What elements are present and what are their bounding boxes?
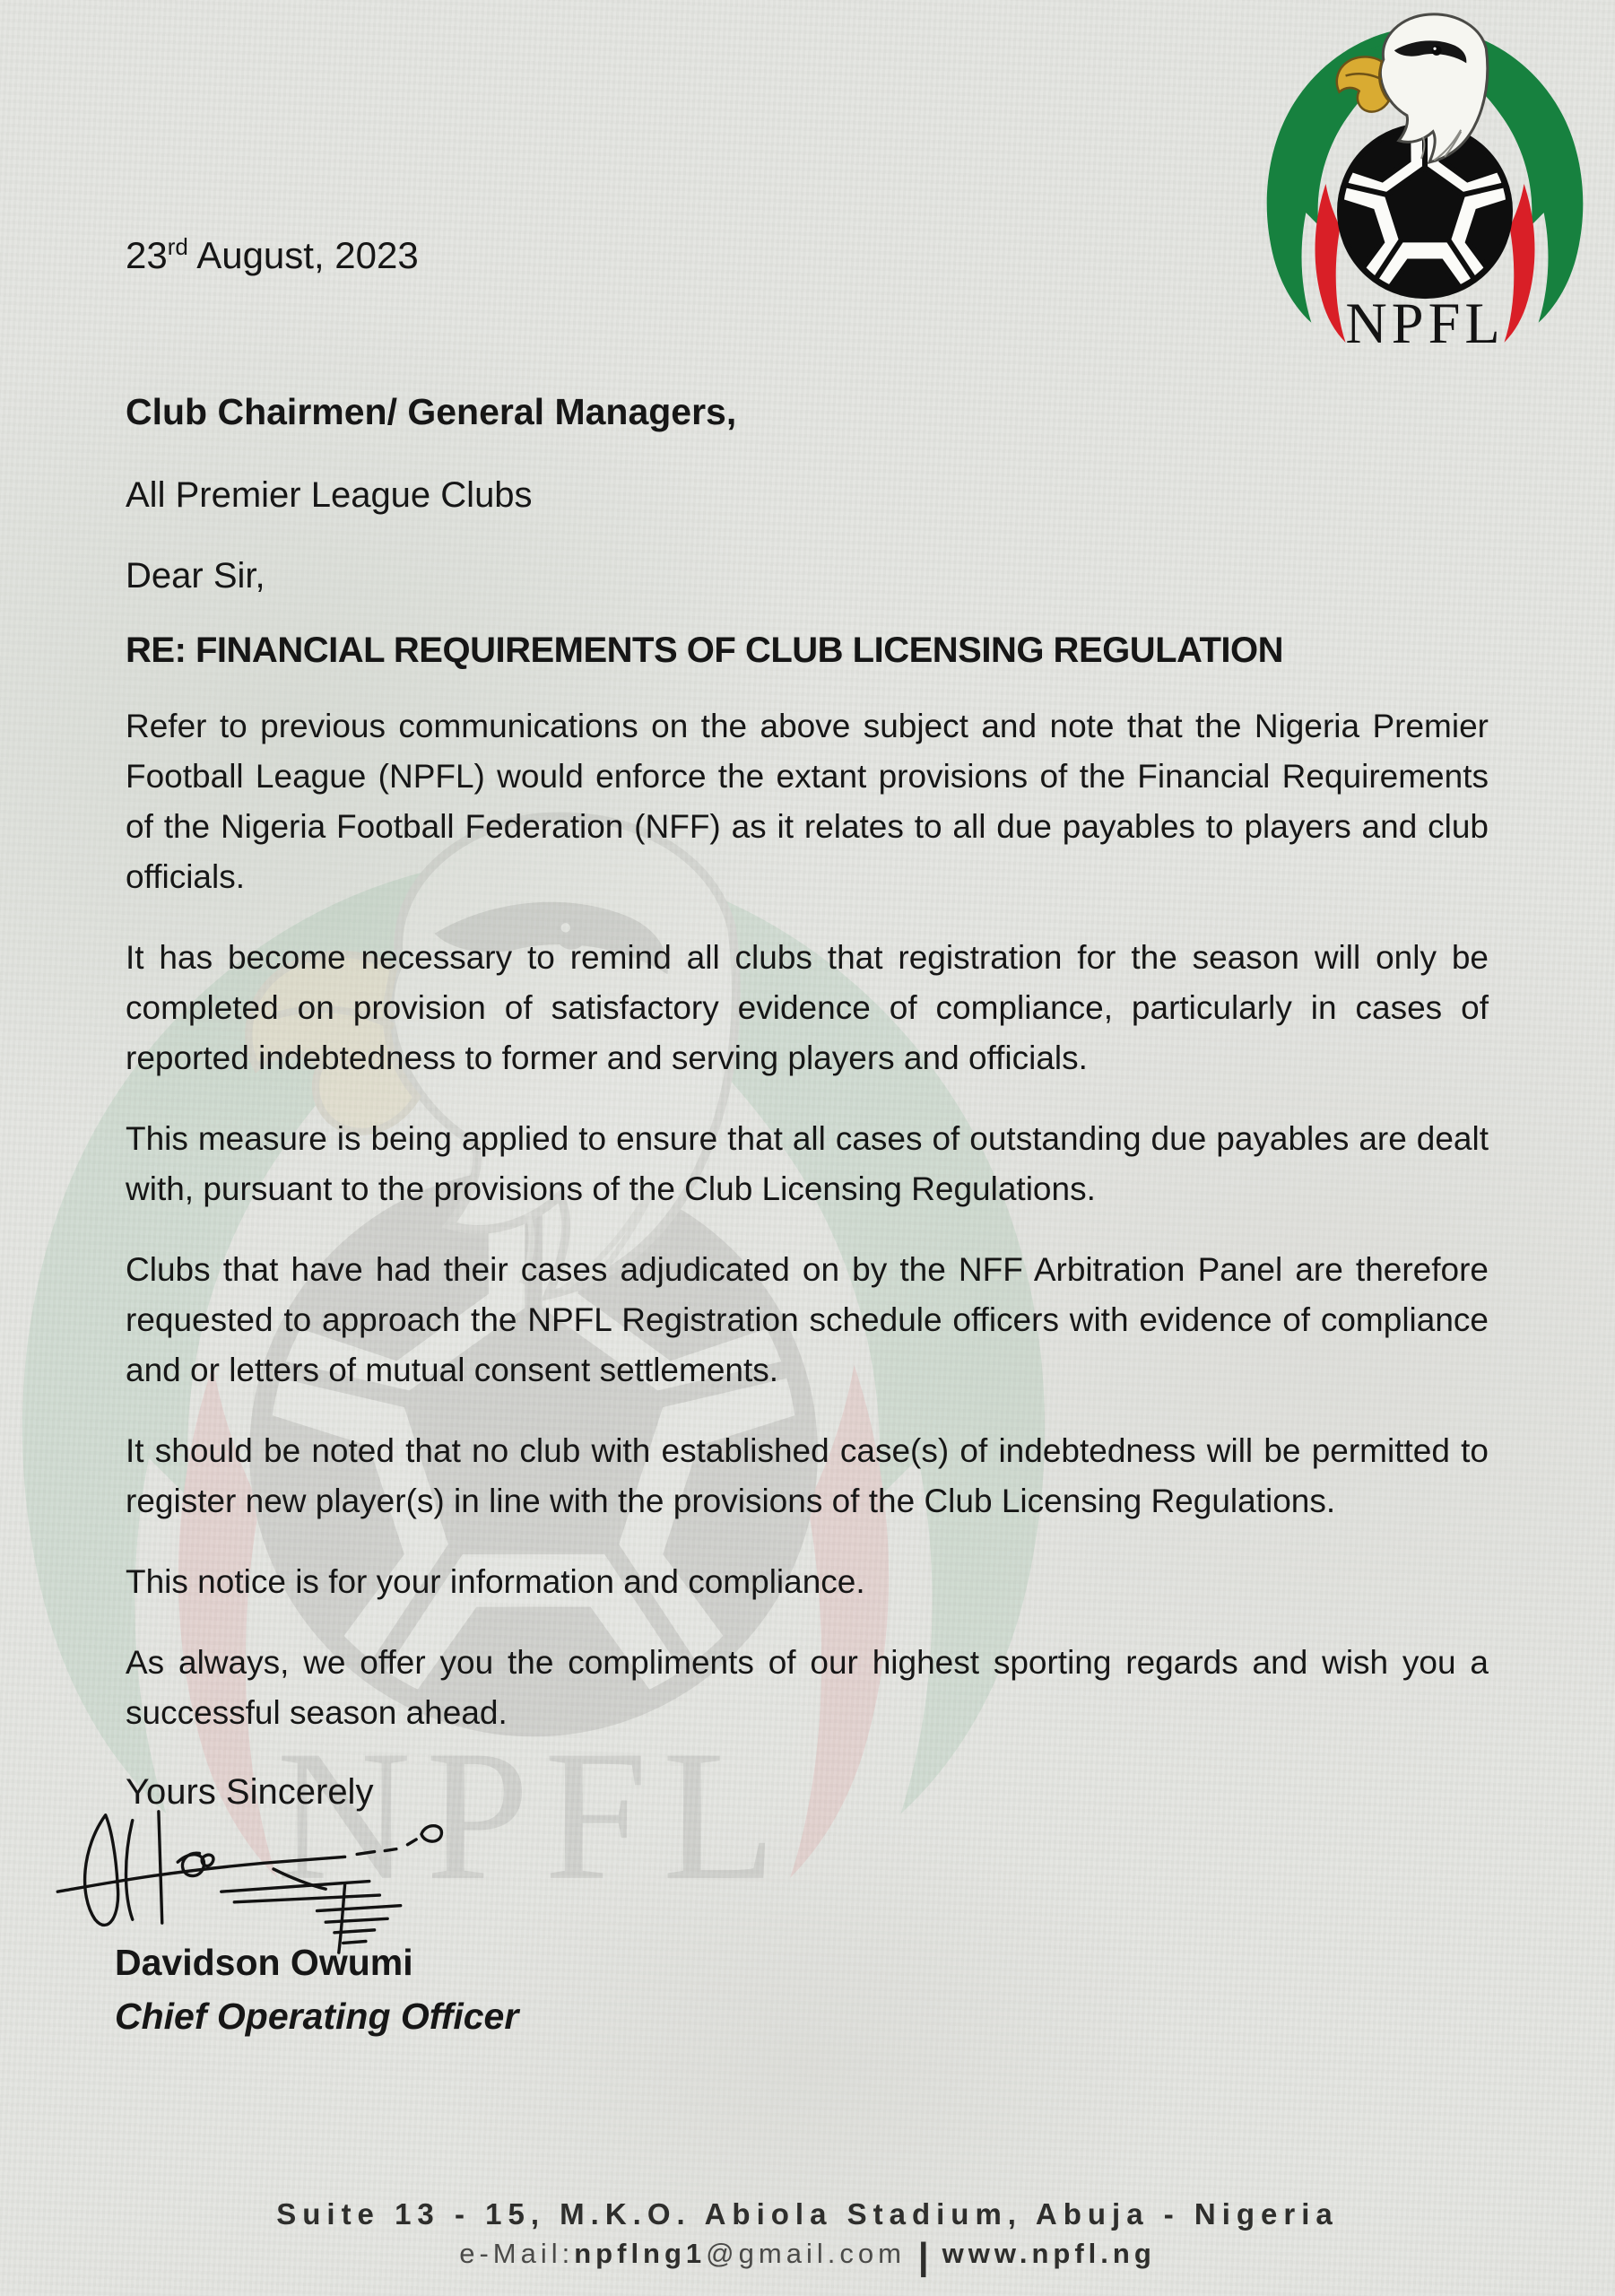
- footer-email-domain: @gmail.com: [706, 2238, 906, 2269]
- closing-line: Yours Sincerely: [126, 1772, 374, 1812]
- salutation: Dear Sir,: [126, 556, 265, 596]
- footer-email-label: e-Mail:: [459, 2238, 575, 2269]
- paragraph-4: Clubs that have had their cases adjudicated on by the NFF Arbitration Panel are therefore requested to approach the NPFL Registration schedule officers with evidence of compliance and or letters of mutual consent settlements.: [126, 1251, 1489, 1388]
- paragraph-3: This measure is being applied to ensure that all cases of outstanding due payables are dealt with, pursuant to the provisions of the Club Licensing Regulations.: [126, 1120, 1489, 1207]
- letter-footer: [0, 2196, 1615, 2277]
- footer-address: Suite 13 - 15, M.K.O. Abiola Stadium, Abuja - Nigeria: [276, 2197, 1339, 2231]
- footer-website: www.npfl.ng: [942, 2238, 1156, 2269]
- paragraph-6: This notice is for your information and compliance.: [126, 1563, 865, 1600]
- addressee-line1: Club Chairmen/ General Managers,: [126, 391, 737, 432]
- date-ordinal: rd: [167, 233, 188, 260]
- paragraph-1: Refer to previous communications on the above subject and note that the Nigeria Premier Football League (NPFL) would enforce the extant provisions of the Financial Requirements of the Nigeria Football Federation (NFF) as it relates to all due payables to players and club officials.: [126, 708, 1489, 895]
- addressee-line2: All Premier League Clubs: [126, 475, 533, 515]
- signatory-name: Davidson Owumi: [115, 1942, 413, 1983]
- signature-scribble: [49, 1808, 498, 1956]
- footer-contact: [0, 2235, 1615, 2277]
- footer-separator: |: [917, 2235, 933, 2277]
- signatory-title: Chief Operating Officer: [115, 1996, 519, 2037]
- subject-line: RE: FINANCIAL REQUIREMENTS OF CLUB LICENSING REGULATION: [126, 631, 1284, 670]
- paragraph-2: It has become necessary to remind all clubs that registration for the season will only be completed on provision of satisfactory evidence of compliance, particularly in cases of reported indebtedness to former and serving players and officials.: [126, 939, 1489, 1076]
- letter-date: 23rd August, 2023: [126, 233, 419, 276]
- footer-email-user: npflng1: [574, 2238, 707, 2269]
- paragraph-5: It should be noted that no club with established case(s) of indebtedness will be permitted to register new player(s) in line with the provisions of the Club Licensing Regulations.: [126, 1432, 1489, 1519]
- paragraph-7: As always, we offer you the compliments of our highest sporting regards and wish you a successful season ahead.: [126, 1644, 1489, 1731]
